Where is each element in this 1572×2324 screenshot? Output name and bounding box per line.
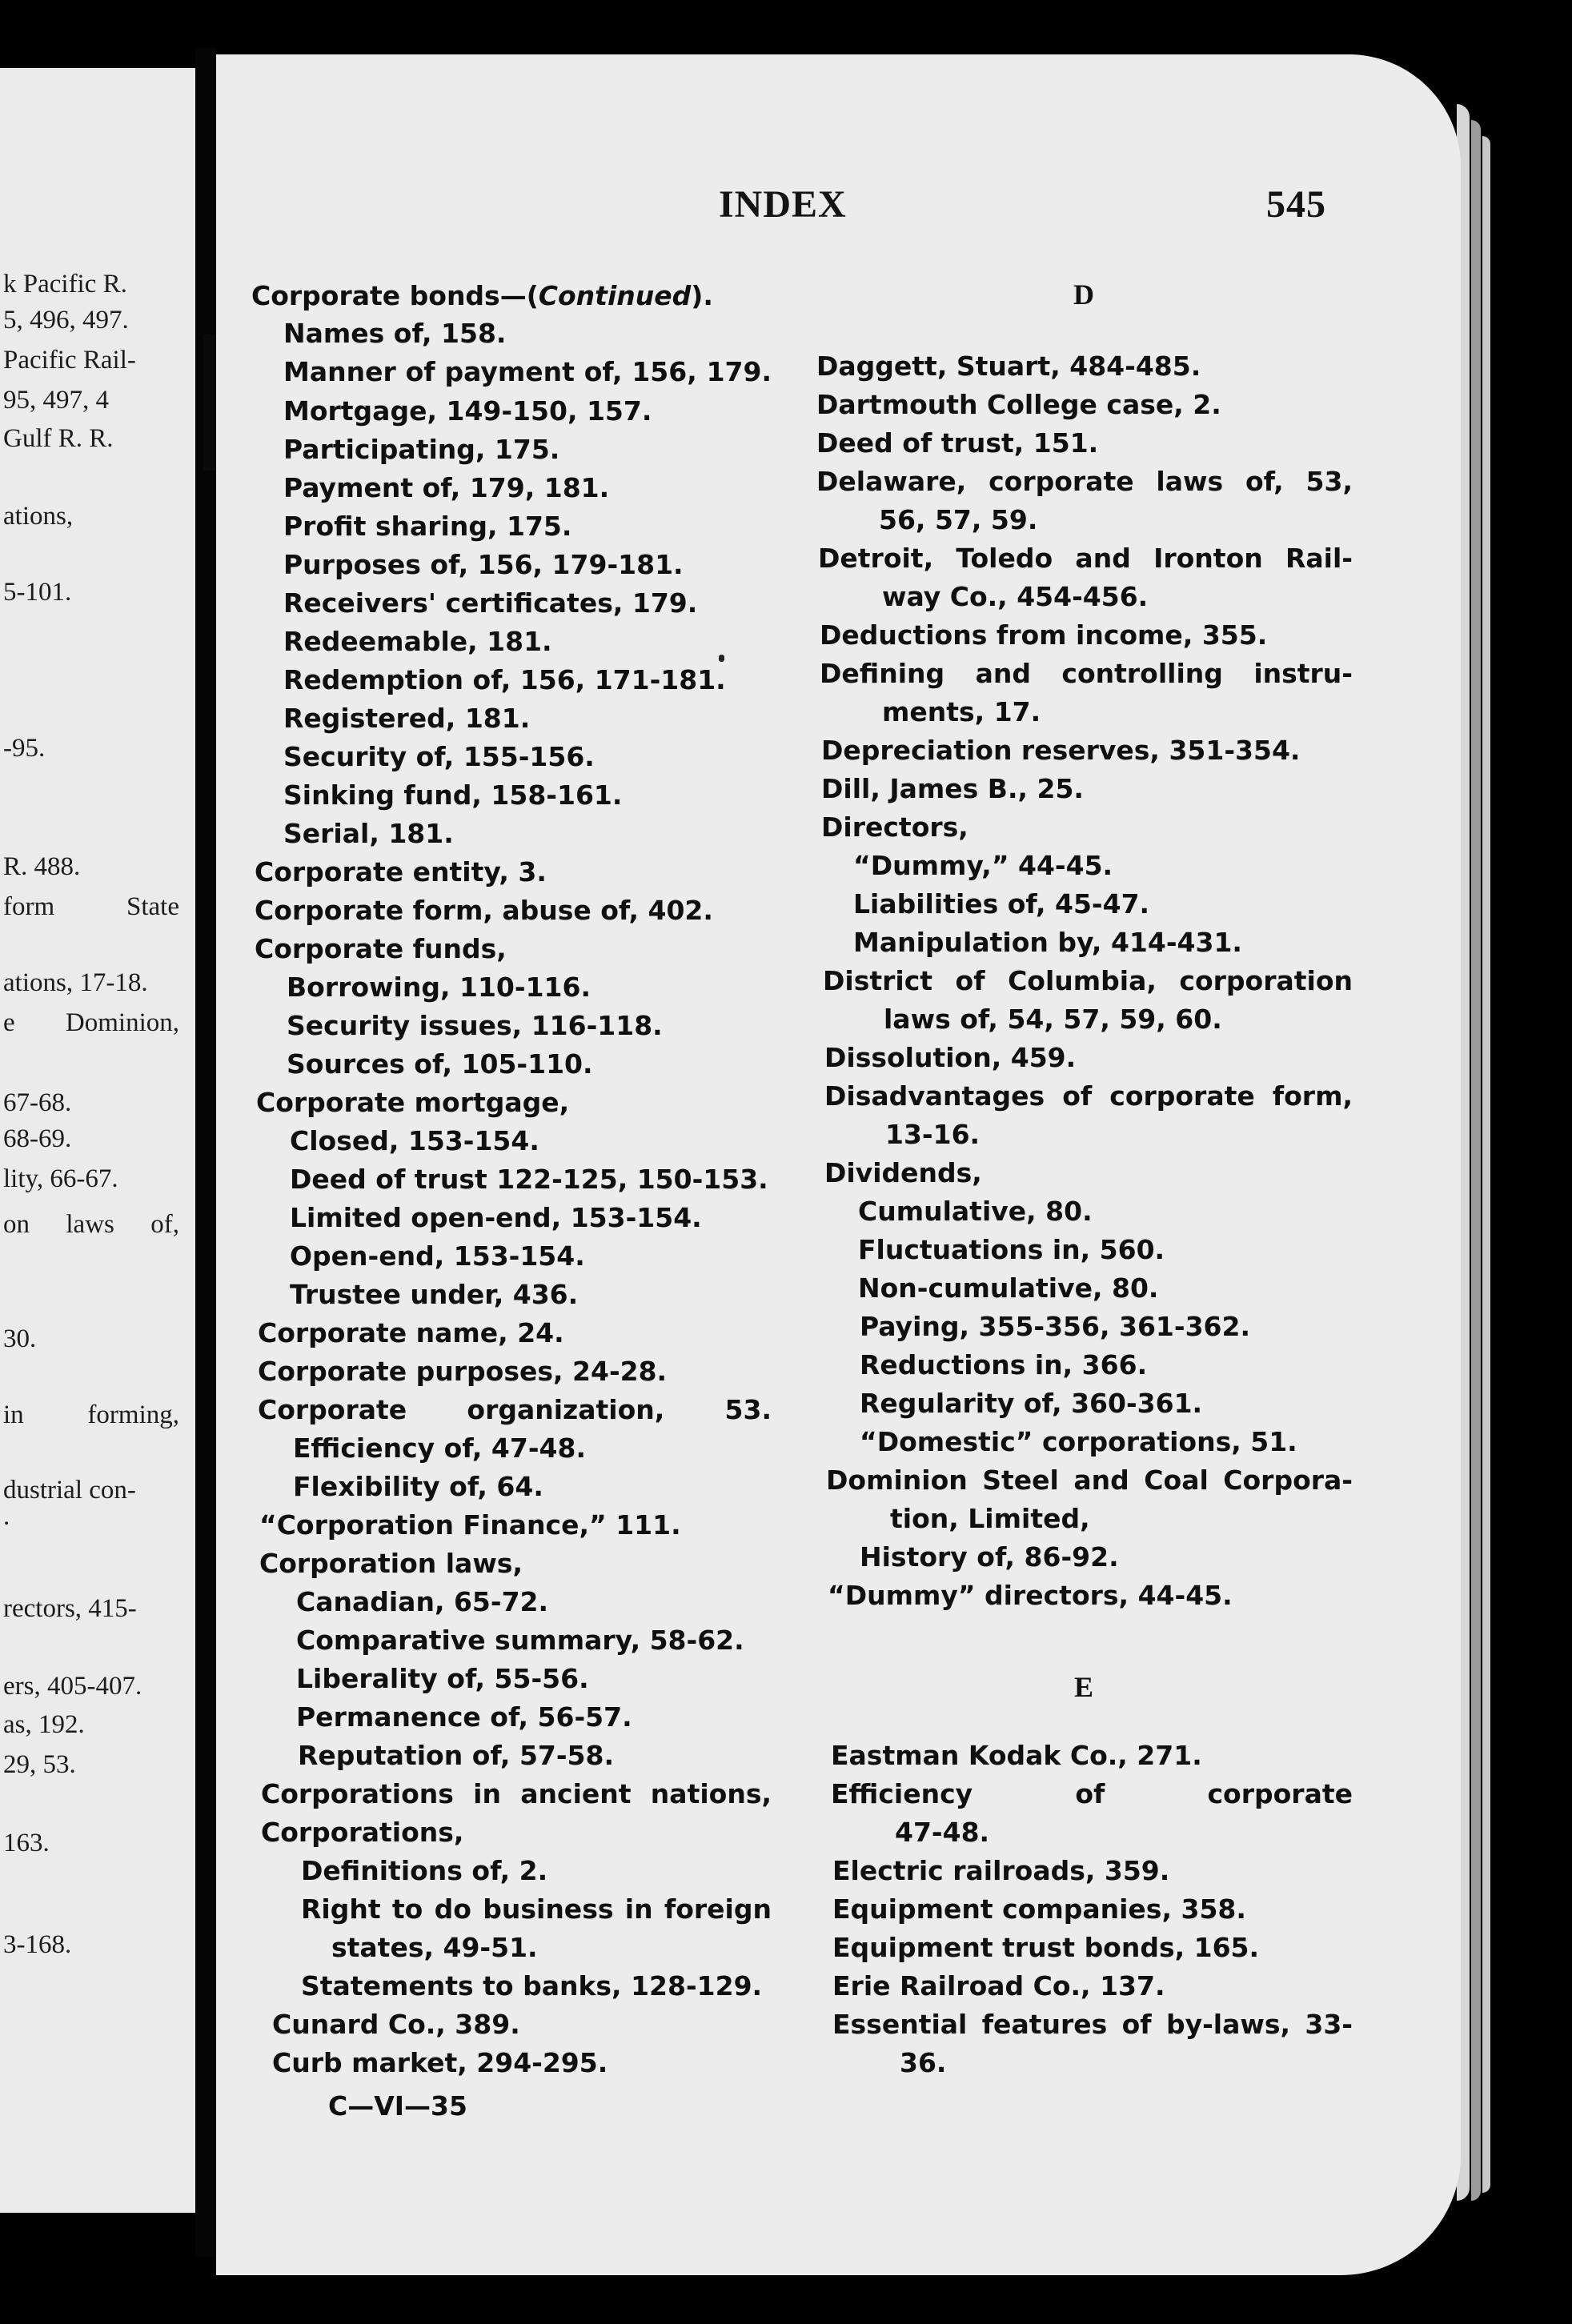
index-entry: Flexibility of, 64.: [293, 1471, 543, 1502]
index-section-letter: D: [1073, 278, 1094, 311]
left-page-line: 29, 53.: [3, 1750, 76, 1779]
left-page-line: rectors, 415-: [3, 1594, 137, 1623]
index-entry: Sinking fund, 158-161.: [283, 779, 623, 811]
left-page-line: 30.: [3, 1324, 37, 1353]
index-entry: Corporate name, 24.: [258, 1317, 564, 1348]
index-entry: Reductions in, 366.: [860, 1349, 1148, 1380]
index-entry: Corporate organization, 53.: [258, 1394, 772, 1425]
left-page-line: as, 192.: [3, 1710, 85, 1739]
index-entry: Detroit, Toledo and Ironton Rail-: [818, 543, 1353, 574]
left-page-fragment: [0, 68, 195, 2213]
index-entry: Mortgage, 149-150, 157.: [283, 395, 652, 427]
index-entry: way Co., 454-456.: [882, 581, 1149, 612]
index-entry: Statements to banks, 128-129.: [301, 1970, 763, 2001]
index-entry: Delaware, corporate laws of, 53,: [816, 466, 1353, 497]
index-entry: District of Columbia, corporation: [823, 965, 1353, 996]
index-entry: Efficiency of, 47-48.: [293, 1432, 586, 1464]
index-entry: Manner of payment of, 156, 179.: [283, 356, 772, 387]
index-entry: “Domestic” corporations, 51.: [860, 1426, 1297, 1457]
index-entry: Corporations,: [261, 1817, 464, 1848]
index-entry: Serial, 181.: [283, 818, 454, 849]
index-entry: “Corporation Finance,” 111.: [259, 1509, 681, 1541]
left-page-line: dustrial con-: [3, 1476, 136, 1505]
index-entry: Defining and controlling instru-: [820, 658, 1353, 689]
index-entry: Redemption of, 156, 171-181.: [283, 664, 726, 695]
index-entry: Erie Railroad Co., 137.: [832, 1970, 1165, 2001]
left-page-line: form State: [3, 892, 179, 921]
index-entry: Comparative summary, 58-62.: [296, 1625, 744, 1656]
index-entry: Profit sharing, 175.: [283, 511, 572, 542]
index-entry: Payment of, 179, 181.: [283, 472, 610, 503]
index-entry: Daggett, Stuart, 484-485.: [816, 351, 1201, 382]
index-entry: Corporate entity, 3.: [255, 856, 547, 888]
left-page-line: k Pacific R.: [3, 270, 127, 299]
index-entry: 47-48.: [895, 1817, 990, 1848]
index-entry: Corporate bonds—(Continued).: [251, 280, 713, 311]
index-entry: Depreciation reserves, 351-354.: [821, 735, 1301, 766]
index-entry: Corporations in ancient nations,: [261, 1778, 772, 1809]
index-entry: Corporate mortgage,: [256, 1087, 570, 1118]
left-page-line: ers, 405-407.: [3, 1672, 142, 1701]
index-entry: states, 49-51.: [331, 1932, 538, 1963]
index-entry: Deductions from income, 355.: [820, 619, 1268, 651]
index-entry: Disadvantages of corporate form,: [824, 1080, 1353, 1112]
index-entry: Equipment trust bonds, 165.: [832, 1932, 1260, 1963]
index-entry: Dividends,: [824, 1157, 982, 1188]
index-entry: Manipulation by, 414-431.: [853, 927, 1242, 958]
index-entry: Electric railroads, 359.: [832, 1855, 1170, 1886]
index-entry: Dissolution, 459.: [824, 1042, 1077, 1073]
index-entry: Registered, 181.: [283, 703, 531, 734]
index-entry: Directors,: [821, 811, 968, 843]
index-entry: Purposes of, 156, 179-181.: [283, 549, 684, 580]
index-entry: Cumulative, 80.: [858, 1196, 1093, 1227]
index-entry: Dartmouth College case, 2.: [816, 389, 1221, 420]
index-entry: Fluctuations in, 560.: [858, 1234, 1165, 1265]
left-page-line: e Dominion,: [3, 1008, 179, 1037]
index-entry: “Dummy,” 44-45.: [853, 850, 1113, 881]
left-page-line: 5-101.: [3, 578, 72, 607]
index-entry: Receivers' certificates, 179.: [283, 587, 698, 619]
left-page-line: Gulf R. R.: [3, 424, 114, 453]
left-page-line: ations, 17-18.: [3, 968, 148, 997]
index-entry: Efficiency of corporate: [831, 1778, 1353, 1809]
index-entry: Liabilities of, 45-47.: [853, 888, 1150, 920]
index-entry: Reputation of, 57-58.: [298, 1740, 615, 1771]
index-entry: Cunard Co., 389.: [272, 2009, 520, 2040]
running-head-title: INDEX: [719, 183, 847, 226]
index-entry: Sources of, 105-110.: [287, 1048, 593, 1080]
index-entry: Essential features of by-laws, 33-: [832, 2009, 1353, 2040]
index-entry: Eastman Kodak Co., 271.: [831, 1740, 1202, 1771]
index-entry: Corporate purposes, 24-28.: [258, 1356, 668, 1387]
page-edge: [1471, 120, 1481, 2201]
index-entry: Corporation laws,: [259, 1548, 523, 1579]
ink-speck: [719, 655, 724, 662]
index-entry: Limited open-end, 153-154.: [290, 1202, 702, 1233]
index-entry: Closed, 153-154.: [290, 1125, 539, 1156]
index-entry: Canadian, 65-72.: [296, 1586, 549, 1617]
index-entry: Borrowing, 110-116.: [287, 972, 591, 1003]
index-entry: Security of, 155-156.: [283, 741, 595, 772]
index-entry: Liberality of, 55-56.: [296, 1663, 589, 1694]
index-entry: laws of, 54, 57, 59, 60.: [884, 1004, 1222, 1035]
index-entry: Deed of trust, 151.: [816, 427, 1099, 459]
left-page-line: 68-69.: [3, 1124, 72, 1153]
index-entry: History of, 86-92.: [860, 1541, 1119, 1573]
left-page-line: Pacific Rail-: [3, 346, 136, 375]
index-entry: Non-cumulative, 80.: [858, 1272, 1159, 1304]
index-entry: Deed of trust 122-125, 150-153.: [290, 1164, 768, 1195]
index-entry: Right to do business in foreign: [301, 1893, 772, 1925]
index-entry: Definitions of, 2.: [301, 1855, 548, 1886]
left-page-line: 3-168.: [3, 1930, 72, 1959]
page-number: 545: [1266, 183, 1326, 226]
left-page-line: 163.: [3, 1829, 50, 1857]
index-entry: ments, 17.: [882, 696, 1041, 727]
index-entry: Dominion Steel and Coal Corpora-: [826, 1465, 1353, 1496]
index-entry: Curb market, 294-295.: [272, 2047, 608, 2078]
index-section-letter: E: [1073, 1671, 1093, 1703]
index-entry: C—VI—35: [328, 2090, 467, 2122]
index-entry: 56, 57, 59.: [879, 504, 1038, 535]
page-edge: [1482, 136, 1490, 2193]
left-page-line: lity, 66-67.: [3, 1164, 118, 1193]
left-page-line: on laws of,: [3, 1210, 179, 1239]
index-entry: 13-16.: [885, 1119, 980, 1150]
index-entry: Corporate funds,: [255, 933, 507, 964]
index-entry: Security issues, 116-118.: [287, 1010, 663, 1041]
index-entry: Equipment companies, 358.: [832, 1893, 1246, 1925]
index-entry: Corporate form, abuse of, 402.: [255, 895, 713, 926]
left-page-line: 95, 497, 4: [3, 386, 109, 415]
index-entry: Permanence of, 56-57.: [296, 1701, 632, 1733]
left-page-line: 67-68.: [3, 1088, 72, 1117]
index-entry: Dill, James B., 25.: [821, 773, 1084, 804]
index-entry: Trustee under, 436.: [290, 1279, 579, 1310]
index-entry: Paying, 355-356, 361-362.: [860, 1311, 1251, 1342]
index-entry: Regularity of, 360-361.: [860, 1388, 1203, 1419]
index-entry: Participating, 175.: [283, 434, 560, 465]
left-page-line: R. 488.: [3, 852, 81, 881]
index-entry: tion, Limited,: [890, 1503, 1090, 1534]
left-page-line: 5, 496, 497.: [3, 306, 129, 335]
index-entry: Open-end, 153-154.: [290, 1240, 585, 1272]
left-page-line: in forming,: [3, 1400, 179, 1429]
left-page-line: ations,: [3, 502, 74, 531]
index-entry: “Dummy” directors, 44-45.: [828, 1580, 1233, 1611]
index-entry: Redeemable, 181.: [283, 626, 552, 657]
index-entry: Names of, 158.: [283, 318, 507, 349]
index-entry: 36.: [900, 2047, 947, 2078]
left-page-line: .: [3, 1502, 10, 1531]
left-page-line: -95.: [3, 734, 46, 763]
